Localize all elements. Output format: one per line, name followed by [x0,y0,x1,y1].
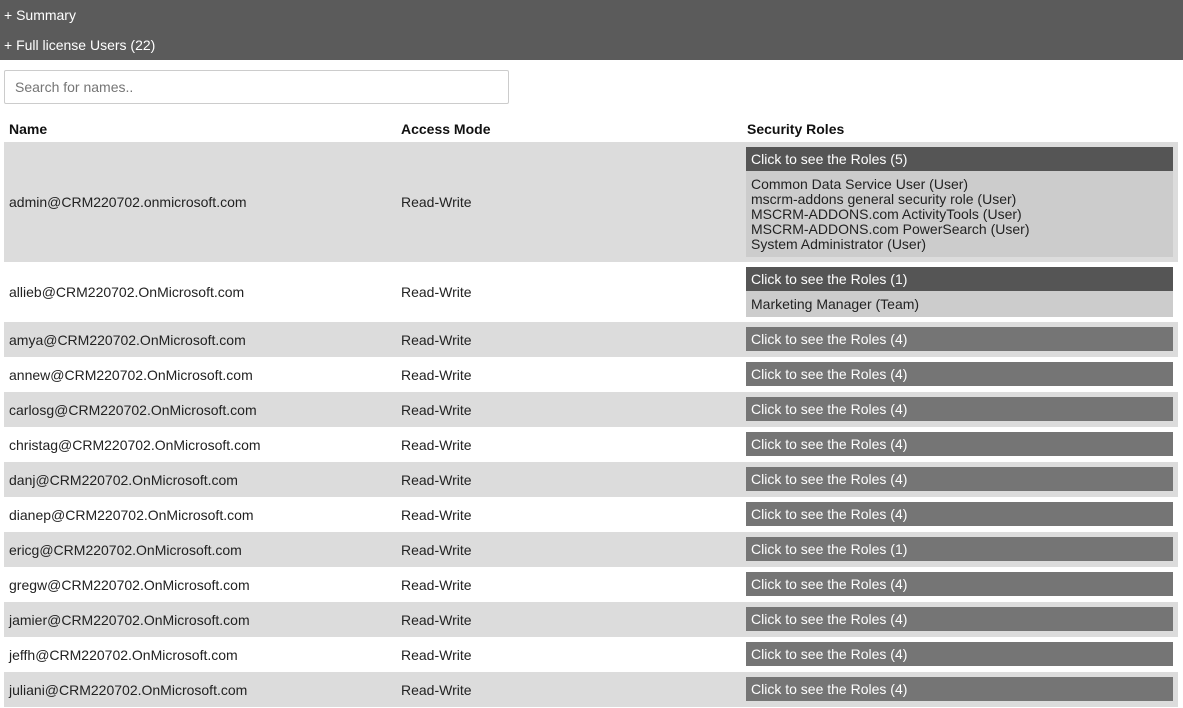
see-roles-button[interactable]: Click to see the Roles (1) [746,267,1173,291]
access-mode: Read-Write [401,506,472,523]
see-roles-button[interactable]: Click to see the Roles (5) [746,147,1173,171]
table-body [4,142,1178,707]
user-name: jamier@CRM220702.OnMicrosoft.com [9,611,250,628]
role-item: MSCRM-ADDONS.com ActivityTools (User) [751,206,1022,222]
user-name: carlosg@CRM220702.OnMicrosoft.com [9,401,257,418]
see-roles-button[interactable]: Click to see the Roles (4) [746,432,1173,456]
security-roles-cell [746,607,1173,631]
users-table [4,114,1178,707]
see-roles-button[interactable]: Click to see the Roles (4) [746,642,1173,666]
table-row [4,357,1178,392]
user-name: allieb@CRM220702.OnMicrosoft.com [9,284,245,300]
see-roles-button[interactable]: Click to see the Roles (4) [746,397,1173,421]
see-roles-button[interactable]: Click to see the Roles (4) [746,467,1173,491]
access-mode: Read-Write [401,436,472,453]
see-roles-button[interactable]: Click to see the Roles (1) [746,537,1173,561]
user-name: juliani@CRM220702.OnMicrosoft.com [9,681,248,698]
security-roles-cell [746,147,1173,257]
table-row [4,462,1178,497]
access-mode: Read-Write [401,646,472,663]
access-mode: Read-Write [401,681,472,698]
access-mode: Read-Write [401,401,472,418]
user-name: danj@CRM220702.OnMicrosoft.com [9,471,238,488]
table-row [4,602,1178,637]
access-mode: Read-Write [401,576,472,593]
role-item: MSCRM-ADDONS.com PowerSearch (User) [751,221,1030,237]
table-row [4,392,1178,427]
see-roles-button[interactable]: Click to see the Roles (4) [746,502,1173,526]
see-roles-button[interactable]: Click to see the Roles (4) [746,327,1173,351]
user-name: gregw@CRM220702.OnMicrosoft.com [9,576,250,593]
security-roles-cell [746,572,1173,596]
security-roles-cell [746,642,1173,666]
role-item: Marketing Manager (Team) [751,296,920,312]
security-roles-cell [746,432,1173,456]
roles-list [746,171,1173,257]
security-roles-cell [746,327,1173,351]
security-roles-cell [746,467,1173,491]
access-mode: Read-Write [401,284,472,300]
full-license-users-toggle[interactable]: + Full license Users (22) [4,37,156,53]
access-mode: Read-Write [401,331,472,348]
role-item: Common Data Service User (User) [751,176,969,192]
security-roles-cell [746,502,1173,526]
see-roles-button[interactable]: Click to see the Roles (4) [746,572,1173,596]
user-name: annew@CRM220702.OnMicrosoft.com [9,366,253,383]
table-header [4,114,1178,142]
access-mode: Read-Write [401,194,472,210]
role-item: mscrm-addons general security role (User) [751,191,1017,207]
roles-list [746,291,1173,317]
top-bar [0,0,1183,60]
table-row [4,497,1178,532]
role-item: System Administrator (User) [751,236,927,252]
see-roles-button[interactable]: Click to see the Roles (4) [746,677,1173,701]
table-row [4,262,1178,322]
table-row [4,637,1178,672]
summary-toggle[interactable]: + Summary [4,7,76,23]
table-row [4,567,1178,602]
security-roles-cell [746,362,1173,386]
access-mode: Read-Write [401,366,472,383]
table-row [4,672,1178,707]
user-name: christag@CRM220702.OnMicrosoft.com [9,436,261,453]
header-access-mode: Access Mode [401,121,491,137]
access-mode: Read-Write [401,611,472,628]
table-row [4,322,1178,357]
user-name: jeffh@CRM220702.OnMicrosoft.com [9,646,238,663]
security-roles-cell [746,267,1173,317]
header-name: Name [9,121,48,137]
user-name: dianep@CRM220702.OnMicrosoft.com [9,506,254,523]
security-roles-cell [746,677,1173,701]
user-name: admin@CRM220702.onmicrosoft.com [9,194,247,210]
header-security-roles: Security Roles [747,121,845,137]
user-name: amya@CRM220702.OnMicrosoft.com [9,331,246,348]
see-roles-button[interactable]: Click to see the Roles (4) [746,607,1173,631]
access-mode: Read-Write [401,471,472,488]
security-roles-cell [746,537,1173,561]
search-input[interactable] [4,70,509,104]
access-mode: Read-Write [401,541,472,558]
table-row [4,427,1178,462]
see-roles-button[interactable]: Click to see the Roles (4) [746,362,1173,386]
table-row [4,142,1178,262]
search-container [4,70,509,104]
table-row [4,532,1178,567]
user-name: ericg@CRM220702.OnMicrosoft.com [9,541,242,558]
security-roles-cell [746,397,1173,421]
